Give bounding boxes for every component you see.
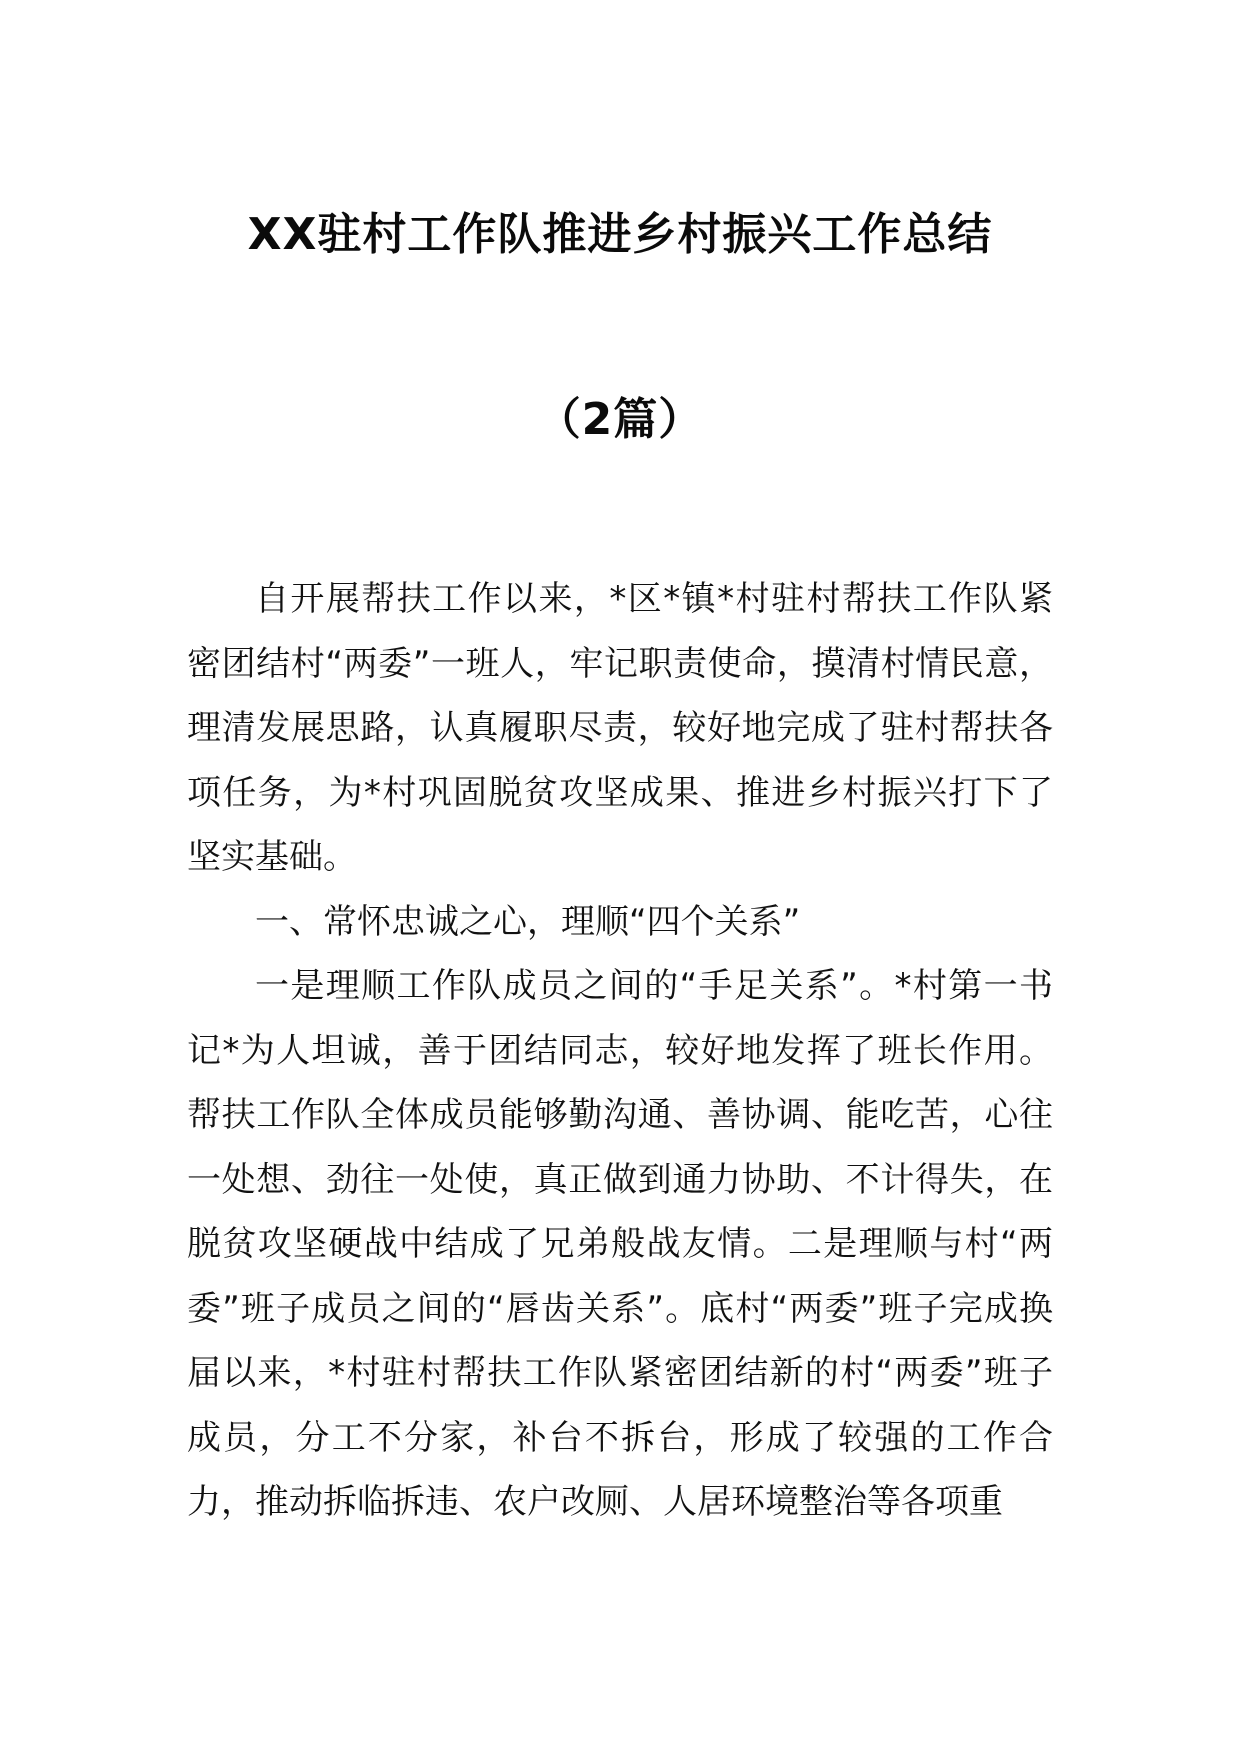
document-body <box>187 567 1053 1535</box>
section-heading: 一、常怀忠诚之心，理顺“四个关系” <box>255 901 801 942</box>
document-title: XX驻村工作队推进乡村振兴工作总结 <box>247 209 993 260</box>
paragraph-intro: 自开展帮扶工作以来，*区*镇*村驻村帮扶工作队紧密团结村“两委”一班人，牢记职责使命，摸清村情民意，理清发展思路，认真履职尽责，较好地完成了驻村帮扶各项任务，为*村巩固脱贫攻坚成果、推进乡村振兴打下了坚实基础。 <box>187 579 1053 877</box>
paragraph-relations: 一是理顺工作队成员之间的“手足关系”。*村第一书记*为人坦诚，善于团结同志，较好地发挥了班长作用。帮扶工作队全体成员能够勤沟通、善协调、能吃苦，心往一处想、劲往一处使，真正做到通力协助、不计得失，在脱贫攻坚硬战中结成了兄弟般战友情。二是理顺与村“两委”班子成员之间的“唇齿关系”。底村“两委”班子完成换届以来，*村驻村帮扶工作队紧密团结新的村“两委”班子成员，分工不分家，补台不拆台，形成了较强的工作合力，推动拆临拆违、农户改厕、人居环境整治等各项重 <box>187 966 1053 1522</box>
document-subtitle: （2篇） <box>536 394 704 445</box>
